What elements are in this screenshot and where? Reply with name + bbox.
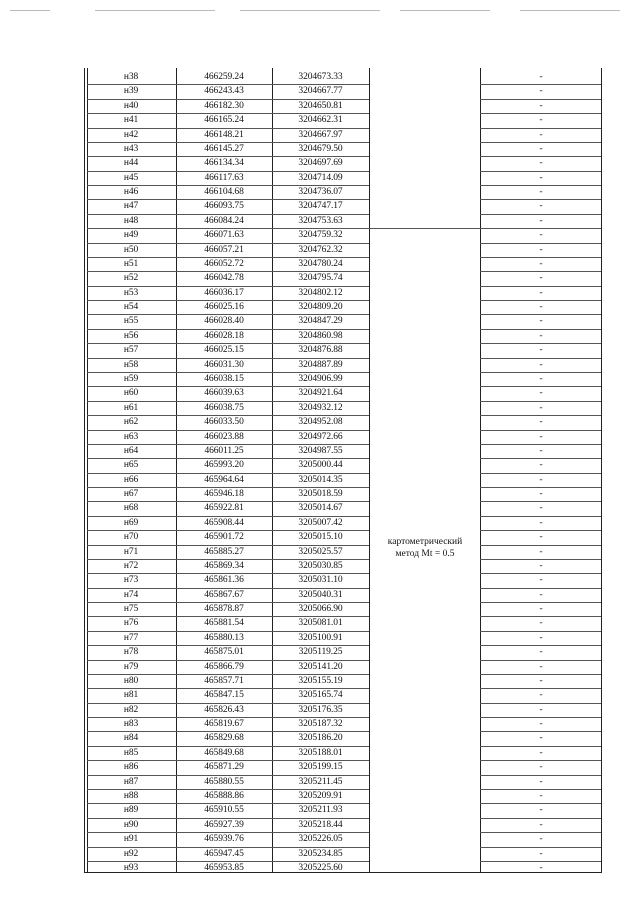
error-dash: - <box>539 129 543 140</box>
coordinate-y: 3204795.74 <box>298 273 343 284</box>
coordinate-y: 3205234.85 <box>298 848 343 859</box>
coordinate-x: 465819.67 <box>204 719 244 730</box>
coordinate-y: 3204650.81 <box>298 100 343 111</box>
coordinate-x: 465901.72 <box>204 532 244 543</box>
error-dash: - <box>539 273 543 284</box>
coordinate-x: 465993.20 <box>204 460 244 471</box>
coordinate-y: 3205225.60 <box>298 862 343 873</box>
error-dash: - <box>539 115 543 126</box>
coordinate-y: 3205100.91 <box>298 632 343 643</box>
coordinate-y: 3205186.20 <box>298 733 343 744</box>
point-id: н41 <box>123 115 139 126</box>
point-id: н84 <box>123 733 139 744</box>
coordinate-x: 466243.43 <box>204 86 244 97</box>
error-dash: - <box>539 489 543 500</box>
point-id: н54 <box>123 302 139 313</box>
error-dash: - <box>539 143 543 154</box>
error-dash: - <box>539 417 543 428</box>
point-id: н59 <box>123 373 139 384</box>
coordinate-y: 3204662.31 <box>298 115 343 126</box>
coordinate-y: 3204667.77 <box>298 86 343 97</box>
point-id: н56 <box>123 330 139 341</box>
error-dash: - <box>539 733 543 744</box>
coordinate-x: 465939.76 <box>204 834 244 845</box>
coordinate-x: 465880.55 <box>204 776 244 787</box>
point-id: н74 <box>123 589 139 600</box>
coordinate-x: 466165.24 <box>204 115 244 126</box>
point-id: н72 <box>123 560 139 571</box>
scan-mark <box>10 10 50 11</box>
coordinate-y: 3204906.99 <box>298 373 343 384</box>
error-dash: - <box>539 776 543 787</box>
coordinate-y: 3205018.59 <box>298 489 343 500</box>
coordinate-y: 3204802.12 <box>298 287 343 298</box>
point-id: н58 <box>123 359 139 370</box>
point-id: н60 <box>123 388 139 399</box>
error-dash: - <box>539 719 543 730</box>
error-dash: - <box>539 359 543 370</box>
coordinate-x: 466031.30 <box>204 359 244 370</box>
coordinate-x: 465869.34 <box>204 560 244 571</box>
error-dash: - <box>539 661 543 672</box>
coordinate-y: 3204876.88 <box>298 345 343 356</box>
error-dash: - <box>539 834 543 845</box>
error-dash: - <box>539 230 543 241</box>
coordinate-x: 466033.50 <box>204 417 244 428</box>
coordinate-x: 465885.27 <box>204 546 244 557</box>
error-dash: - <box>539 302 543 313</box>
point-id: н42 <box>123 129 139 140</box>
coordinate-y: 3204987.55 <box>298 445 343 456</box>
point-id: н91 <box>123 834 139 845</box>
coordinate-x: 465847.15 <box>204 690 244 701</box>
point-id: н83 <box>123 719 139 730</box>
error-dash: - <box>539 632 543 643</box>
error-dash: - <box>539 345 543 356</box>
coordinate-x: 466011.25 <box>204 445 244 456</box>
error-dash: - <box>539 604 543 615</box>
coordinate-y: 3204697.69 <box>298 158 343 169</box>
error-dash: - <box>539 330 543 341</box>
coordinate-y: 3204972.66 <box>298 431 343 442</box>
point-id: н57 <box>123 345 139 356</box>
coordinate-y: 3205119.25 <box>298 647 343 658</box>
coordinate-y: 3205031.10 <box>298 575 343 586</box>
error-dash: - <box>539 244 543 255</box>
coordinate-y: 3204753.63 <box>298 215 343 226</box>
error-dash: - <box>539 704 543 715</box>
scan-mark <box>400 10 490 11</box>
error-dash: - <box>539 862 543 873</box>
coordinate-x: 465888.86 <box>204 791 244 801</box>
coordinate-x: 466057.21 <box>204 244 244 255</box>
coordinate-x: 465953.85 <box>204 862 244 873</box>
method-line-1: картометрический <box>387 537 463 547</box>
coordinate-x: 466036.17 <box>204 287 244 298</box>
point-id: н46 <box>123 187 139 198</box>
coordinate-x: 465964.64 <box>204 474 244 485</box>
error-dash: - <box>539 187 543 198</box>
error-dash: - <box>539 675 543 686</box>
error-dash: - <box>539 201 543 212</box>
coordinate-x: 466259.24 <box>204 72 244 82</box>
error-dash: - <box>539 72 543 82</box>
coordinate-y: 3205014.67 <box>298 503 343 514</box>
coordinate-y: 3205226.05 <box>298 834 343 845</box>
point-id: н81 <box>123 690 139 701</box>
coordinate-y: 3205141.20 <box>298 661 343 672</box>
coordinate-y: 3204736.07 <box>298 187 343 198</box>
error-dash: - <box>539 575 543 586</box>
point-id: н90 <box>123 819 139 830</box>
coordinate-x: 465829.68 <box>204 733 244 744</box>
coordinate-y: 3205199.15 <box>298 762 343 773</box>
coordinate-y: 3204847.29 <box>298 316 343 327</box>
coordinate-x: 466038.75 <box>204 402 244 413</box>
coordinate-x: 466117.63 <box>204 172 244 183</box>
coordinate-y: 3204747.17 <box>298 201 343 212</box>
point-id: н49 <box>123 230 139 241</box>
point-id: н39 <box>123 86 139 97</box>
coordinate-y: 3204759.32 <box>298 230 343 241</box>
coordinate-x: 466093.75 <box>204 201 244 212</box>
coordinate-x: 466104.68 <box>204 187 244 198</box>
point-id: н89 <box>123 805 139 816</box>
coordinate-x: 465875.01 <box>204 647 244 658</box>
coordinate-y: 3204860.98 <box>298 330 343 341</box>
coordinate-y: 3205176.35 <box>298 704 343 715</box>
coordinate-y: 3205007.42 <box>298 517 343 528</box>
point-id: н62 <box>123 417 139 428</box>
column-border <box>369 68 370 873</box>
point-id: н38 <box>123 72 139 82</box>
coordinate-y: 3205015.10 <box>298 532 343 543</box>
coordinate-y: 3204932.12 <box>298 402 343 413</box>
point-id: н43 <box>123 143 139 154</box>
point-id: н50 <box>123 244 139 255</box>
coordinate-x: 465922.81 <box>204 503 244 514</box>
coordinate-x: 465927.39 <box>204 819 244 830</box>
point-id: н77 <box>123 632 139 643</box>
coordinate-y: 3205030.85 <box>298 560 343 571</box>
coordinate-x: 466134.34 <box>204 158 244 169</box>
error-dash: - <box>539 762 543 773</box>
coordinate-x: 465857.71 <box>204 675 244 686</box>
error-dash: - <box>539 747 543 758</box>
coordinate-x: 465880.13 <box>204 632 244 643</box>
coordinate-y: 3205155.19 <box>298 675 343 686</box>
error-dash: - <box>539 819 543 830</box>
coordinate-x: 465867.67 <box>204 589 244 600</box>
coordinate-y: 3204809.20 <box>298 302 343 313</box>
error-dash: - <box>539 532 543 543</box>
coordinate-x: 466145.27 <box>204 143 244 154</box>
error-dash: - <box>539 546 543 557</box>
coordinate-x: 466025.15 <box>204 345 244 356</box>
coordinate-x: 465946.18 <box>204 489 244 500</box>
method-cell-border <box>369 228 480 229</box>
point-id: н87 <box>123 776 139 787</box>
method-cell <box>372 536 478 560</box>
error-dash: - <box>539 503 543 514</box>
error-dash: - <box>539 287 543 298</box>
coordinate-x: 466071.63 <box>204 230 244 241</box>
column-border <box>480 68 481 873</box>
coordinate-x: 465908.44 <box>204 517 244 528</box>
error-dash: - <box>539 388 543 399</box>
coordinate-y: 3205211.45 <box>298 776 343 787</box>
coordinate-y: 3205025.57 <box>298 546 343 557</box>
error-dash: - <box>539 86 543 97</box>
point-id: н55 <box>123 316 139 327</box>
coordinate-x: 466023.88 <box>204 431 244 442</box>
point-id: н70 <box>123 532 139 543</box>
coordinate-y: 3205040.31 <box>298 589 343 600</box>
error-dash: - <box>539 402 543 413</box>
coordinate-x: 466182.30 <box>204 100 244 111</box>
coordinate-y: 3204780.24 <box>298 258 343 269</box>
coordinate-y: 3205218.44 <box>298 819 343 830</box>
point-id: н61 <box>123 402 139 413</box>
method-line-2: метод Mt = 0.5 <box>395 549 455 559</box>
error-dash: - <box>539 445 543 456</box>
point-id: н65 <box>123 460 139 471</box>
error-dash: - <box>539 805 543 816</box>
point-id: н52 <box>123 273 139 284</box>
point-id: н40 <box>123 100 139 111</box>
point-id: н69 <box>123 517 139 528</box>
error-dash: - <box>539 848 543 859</box>
point-id: н88 <box>123 791 139 801</box>
coordinate-y: 3204887.89 <box>298 359 343 370</box>
coordinate-y: 3205209.91 <box>298 791 343 801</box>
error-dash: - <box>539 460 543 471</box>
point-id: н76 <box>123 618 139 629</box>
error-dash: - <box>539 431 543 442</box>
coordinate-x: 466038.15 <box>204 373 244 384</box>
error-dash: - <box>539 560 543 571</box>
point-id: н82 <box>123 704 139 715</box>
error-dash: - <box>539 589 543 600</box>
coordinate-x: 465826.43 <box>204 704 244 715</box>
point-id: н53 <box>123 287 139 298</box>
coordinate-x: 465910.55 <box>204 805 244 816</box>
point-id: н71 <box>123 546 139 557</box>
coordinate-x: 465866.79 <box>204 661 244 672</box>
column-border <box>84 68 85 873</box>
point-id: н47 <box>123 201 139 212</box>
error-dash: - <box>539 517 543 528</box>
coordinate-y: 3204921.64 <box>298 388 343 399</box>
coordinate-x: 465849.68 <box>204 747 244 758</box>
coordinate-y: 3205000.44 <box>298 460 343 471</box>
point-id: н75 <box>123 604 139 615</box>
error-dash: - <box>539 690 543 701</box>
point-id: н45 <box>123 172 139 183</box>
error-dash: - <box>539 373 543 384</box>
coordinate-x: 466084.24 <box>204 215 244 226</box>
coordinate-x: 466025.16 <box>204 302 244 313</box>
point-id: н78 <box>123 647 139 658</box>
point-id: н86 <box>123 762 139 773</box>
coordinate-y: 3205165.74 <box>298 690 343 701</box>
coordinate-x: 466028.18 <box>204 330 244 341</box>
coordinate-x: 466042.78 <box>204 273 244 284</box>
point-id: н63 <box>123 431 139 442</box>
scan-mark <box>520 10 620 11</box>
error-dash: - <box>539 618 543 629</box>
coordinate-y: 3205066.90 <box>298 604 343 615</box>
coordinate-y: 3205014.35 <box>298 474 343 485</box>
coordinate-y: 3205211.93 <box>298 805 343 816</box>
coordinate-x: 465871.29 <box>204 762 244 773</box>
scan-mark <box>95 10 215 11</box>
error-dash: - <box>539 316 543 327</box>
point-id: н51 <box>123 258 139 269</box>
coordinate-x: 465881.54 <box>204 618 244 629</box>
coordinate-y: 3204762.32 <box>298 244 343 255</box>
coordinate-y: 3204673.33 <box>298 72 343 82</box>
error-dash: - <box>539 258 543 269</box>
scan-mark <box>240 10 380 11</box>
column-border <box>601 68 602 873</box>
coordinate-x: 465861.36 <box>204 575 244 586</box>
point-id: н92 <box>123 848 139 859</box>
error-dash: - <box>539 474 543 485</box>
point-id: н93 <box>123 862 139 873</box>
error-dash: - <box>539 647 543 658</box>
coordinate-x: 466148.21 <box>204 129 244 140</box>
coordinate-x: 466039.63 <box>204 388 244 399</box>
point-id: н66 <box>123 474 139 485</box>
coordinate-y: 3204952.08 <box>298 417 343 428</box>
coordinate-y: 3204714.09 <box>298 172 343 183</box>
error-dash: - <box>539 791 543 801</box>
coordinate-x: 466028.40 <box>204 316 244 327</box>
coordinate-y: 3205187.32 <box>298 719 343 730</box>
error-dash: - <box>539 158 543 169</box>
coordinate-x: 465947.45 <box>204 848 244 859</box>
error-dash: - <box>539 215 543 226</box>
point-id: н68 <box>123 503 139 514</box>
coordinate-x: 465878.87 <box>204 604 244 615</box>
coordinate-y: 3204667.97 <box>298 129 343 140</box>
point-id: н79 <box>123 661 139 672</box>
point-id: н44 <box>123 158 139 169</box>
point-id: н64 <box>123 445 139 456</box>
point-id: н73 <box>123 575 139 586</box>
coordinate-y: 3204679.50 <box>298 143 343 154</box>
point-id: н80 <box>123 675 139 686</box>
coordinate-x: 466052.72 <box>204 258 244 269</box>
point-id: н67 <box>123 489 139 500</box>
point-id: н48 <box>123 215 139 226</box>
point-id: н85 <box>123 747 139 758</box>
coordinate-y: 3205081.01 <box>298 618 343 629</box>
error-dash: - <box>539 100 543 111</box>
error-dash: - <box>539 172 543 183</box>
coordinate-y: 3205188.01 <box>298 747 343 758</box>
